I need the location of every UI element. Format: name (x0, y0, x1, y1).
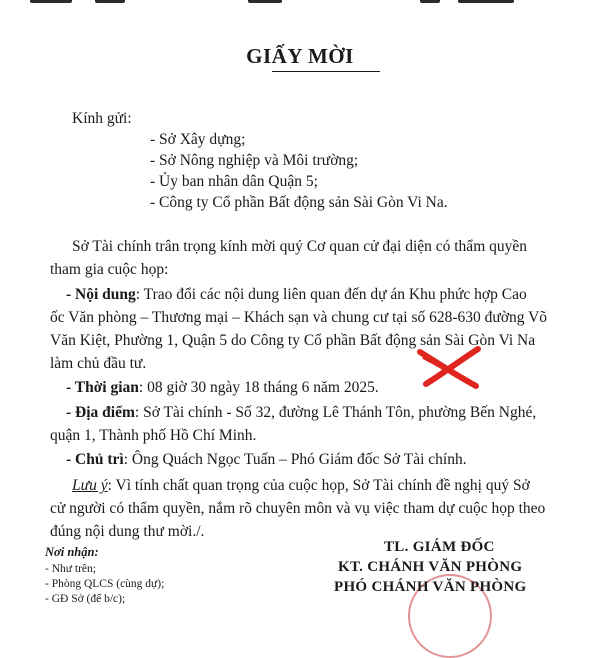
time-line (66, 379, 379, 397)
cropped-header-remnant (0, 0, 600, 10)
salutation: Kính gửi: (72, 110, 132, 127)
content-line-2: ốc Văn phòng – Thương mại – Khách sạn và chung cư tại số 628-630 đường Võ (50, 309, 548, 326)
chair-value: : Ông Quách Ngọc Tuấn – Phó Giám đốc Sở Tài chính. (123, 451, 467, 468)
time-value: : 08 giờ 30 ngày 18 tháng 6 năm 2025. (138, 379, 379, 396)
receiver-3: - GĐ Sở (để b/c); (45, 593, 126, 605)
content-text-1: : Trao đổi các nội dung liên quan đến dự án Khu phức hợp Cao (135, 286, 527, 303)
chair-label: - Chủ trì (66, 451, 124, 468)
note-label: Lưu ý (72, 477, 108, 494)
note-line-1 (72, 477, 530, 495)
recipient-4: - Công ty Cổ phần Bất động sản Sài Gòn Vi Na. (150, 194, 448, 211)
receivers-label: Nơi nhận: (45, 545, 99, 559)
intro-line-2: tham gia cuộc họp: (50, 261, 169, 278)
red-x-mark-icon (416, 344, 482, 390)
receiver-1: - Như trên; (45, 563, 96, 575)
content-line-3: Văn Kiệt, Phường 1, Quận 5 do Công ty Cổ phần Bất động sản Sài Gòn Vi Na (50, 332, 536, 349)
recipient-2: - Sở Nông nghiệp và Môi trường; (150, 152, 359, 169)
chair-line (66, 451, 467, 469)
time-label: - Thời gian (66, 379, 139, 396)
recipient-3: - Ủy ban nhân dân Quận 5; (150, 173, 318, 190)
content-line-1 (66, 286, 527, 304)
recipient-1: - Sở Xây dựng; (150, 131, 246, 148)
intro-line-1: Sở Tài chính trân trọng kính mời quý Cơ quan cử đại diện có thẩm quyền (72, 238, 528, 255)
content-label: - Nội dung (66, 286, 136, 303)
note-line-2: cử người có thẩm quyền, nắm rõ chuyên môn và vụ việc tham dự cuộc họp theo (50, 500, 546, 517)
place-text-1: : Sở Tài chính - Số 32, đường Lê Thánh Tôn, phường Bến Nghé, (134, 404, 537, 421)
signature-line-2: KT. CHÁNH VĂN PHÒNG (338, 559, 523, 575)
place-label: - Địa điểm (66, 404, 135, 421)
document-title: GIẤY MỜI (246, 44, 354, 68)
place-line-2: quận 1, Thành phố Hồ Chí Minh. (50, 427, 257, 444)
content-line-4: làm chủ đầu tư. (50, 355, 147, 372)
note-text-1: : Vì tính chất quan trọng của cuộc họp, Sở Tài chính đề nghị quý Sở (107, 477, 530, 494)
receiver-2: - Phòng QLCS (cùng dự); (45, 578, 165, 590)
signature-line-3: PHÓ CHÁNH VĂN PHÒNG (334, 579, 527, 595)
place-line-1 (66, 404, 536, 422)
signature-line-1: TL. GIÁM ĐỐC (384, 539, 495, 555)
note-line-3: đúng nội dung thư mời./. (50, 523, 205, 540)
title-underline (272, 71, 380, 72)
